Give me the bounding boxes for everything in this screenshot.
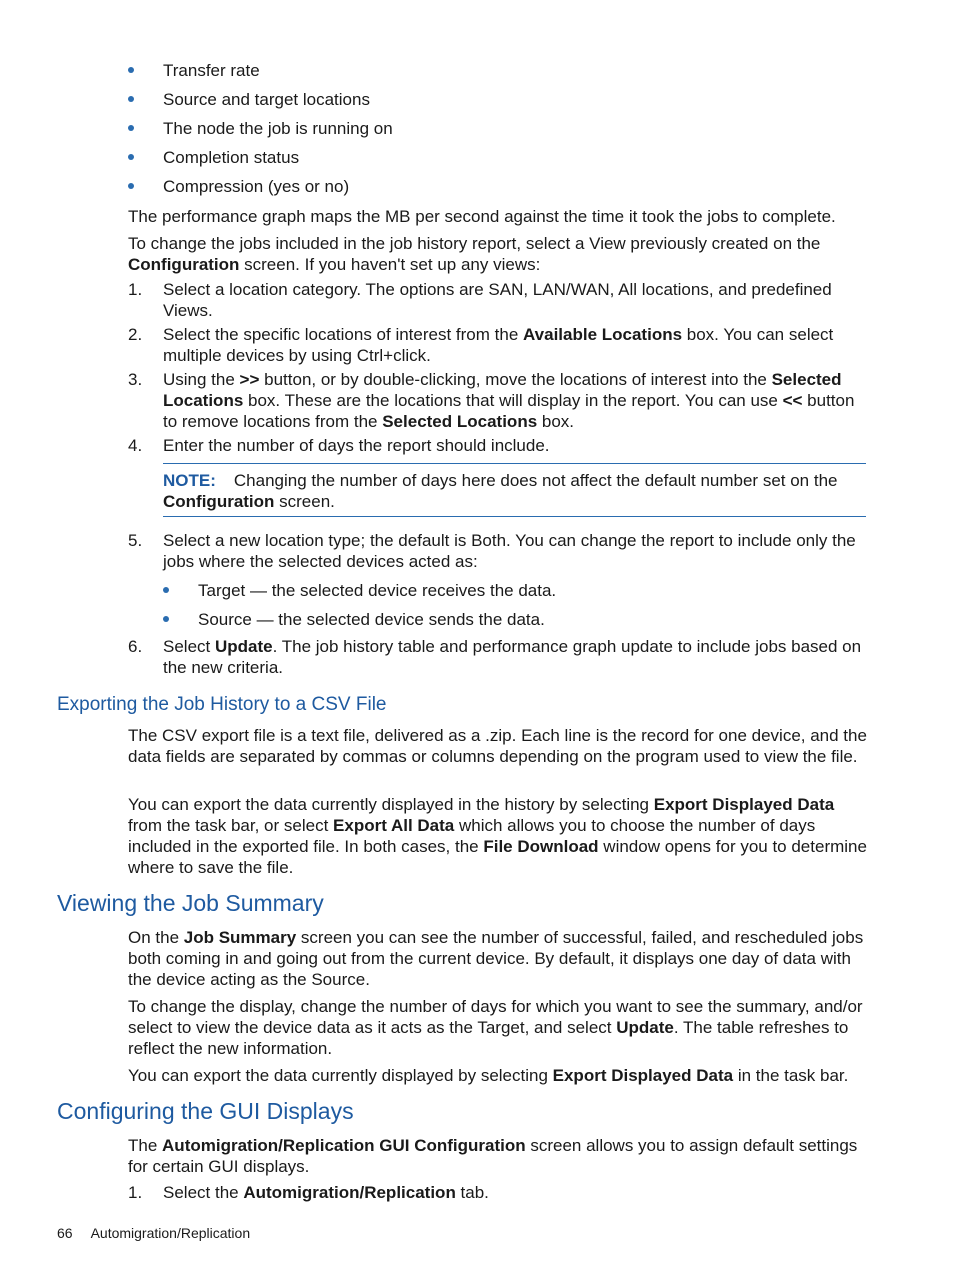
summary-paragraph-2: To change the display, change the number of days for which you want to see the summary, and/or select to view the device data as it acts as the Target, and select Update. The table refreshes to reflect the new information. bbox=[128, 997, 863, 1058]
bullet-icon bbox=[128, 125, 134, 131]
list-item: Transfer rate bbox=[128, 60, 393, 89]
bullet-icon bbox=[128, 183, 134, 189]
job-summary-heading: Viewing the Job Summary bbox=[57, 890, 324, 916]
location-type-list bbox=[163, 580, 556, 638]
footer-title: Automigration/Replication bbox=[90, 1225, 251, 1241]
list-item: Target — the selected device receives the data. bbox=[163, 580, 556, 609]
summary-paragraph-3: You can export the data currently displayed by selecting Export Displayed Data in the task bar. bbox=[128, 1066, 849, 1085]
report-fields-list bbox=[128, 60, 393, 205]
step-3: 3. Using the >> button, or by double-clicking, move the locations of interest into the Selected Locations box. These are the locations that will display in the report. You can use << button to remove locations from the Selected Locations box. bbox=[128, 370, 855, 431]
note-label: NOTE: bbox=[163, 471, 216, 490]
list-item: Source — the selected device sends the data. bbox=[163, 609, 556, 638]
performance-graph-paragraph: The performance graph maps the MB per second against the time it took the jobs to complete. bbox=[128, 207, 836, 226]
bullet-icon bbox=[128, 67, 134, 73]
bullet-icon bbox=[128, 96, 134, 102]
list-item: Compression (yes or no) bbox=[128, 176, 393, 205]
gui-paragraph-1: The Automigration/Replication GUI Configuration screen allows you to assign default settings for certain GUI displays. bbox=[128, 1136, 858, 1176]
summary-paragraph-1: On the Job Summary screen you can see the number of successful, failed, and rescheduled jobs both coming in and going out from the current device. By default, it displays one day of data with the device acting as the Source. bbox=[128, 928, 864, 989]
csv-paragraph-1: The CSV export file is a text file, delivered as a .zip. Each line is the record for one device, and the data fields are separated by commas or columns depending on the program used to view the file. bbox=[128, 726, 867, 766]
bullet-icon bbox=[163, 616, 169, 622]
list-item: Completion status bbox=[128, 147, 393, 176]
csv-paragraph-2: You can export the data currently displayed in the history by selecting Export Displayed Data from the task bar, or select Export All Data which allows you to choose the number of days included in the exported file. In both cases, the File Download window opens for you to determine where to save the file. bbox=[128, 795, 867, 877]
step-2: 2. Select the specific locations of interest from the Available Locations box. You can select multiple devices by using Ctrl+click. bbox=[128, 325, 834, 365]
csv-export-heading: Exporting the Job History to a CSV File bbox=[57, 694, 387, 715]
step-1: 1. Select a location category. The options are SAN, LAN/WAN, All locations, and predefined Views. bbox=[128, 280, 832, 320]
gui-displays-heading: Configuring the GUI Displays bbox=[57, 1098, 354, 1124]
change-jobs-paragraph: To change the jobs included in the job history report, select a View previously created on the Configuration screen. If you haven't set up any views: bbox=[128, 234, 821, 274]
page-number: 66 bbox=[57, 1225, 73, 1241]
page-footer bbox=[57, 1223, 268, 1244]
list-item: The node the job is running on bbox=[128, 118, 393, 147]
step-5: 5. Select a new location type; the default is Both. You can change the report to include only the jobs where the selected devices acted as: bbox=[128, 531, 856, 571]
step-6: 6. Select Update. The job history table and performance graph update to include jobs based on the new criteria. bbox=[128, 637, 862, 677]
bullet-icon bbox=[128, 154, 134, 160]
list-item: Source and target locations bbox=[128, 89, 393, 118]
gui-step-1: 1. Select the Automigration/Replication tab. bbox=[128, 1183, 489, 1202]
note-box: NOTE: Changing the number of days here does not affect the default number set on the Configuration screen. bbox=[163, 463, 866, 517]
bullet-icon bbox=[163, 587, 169, 593]
step-4: 4. Enter the number of days the report should include. bbox=[128, 436, 550, 455]
